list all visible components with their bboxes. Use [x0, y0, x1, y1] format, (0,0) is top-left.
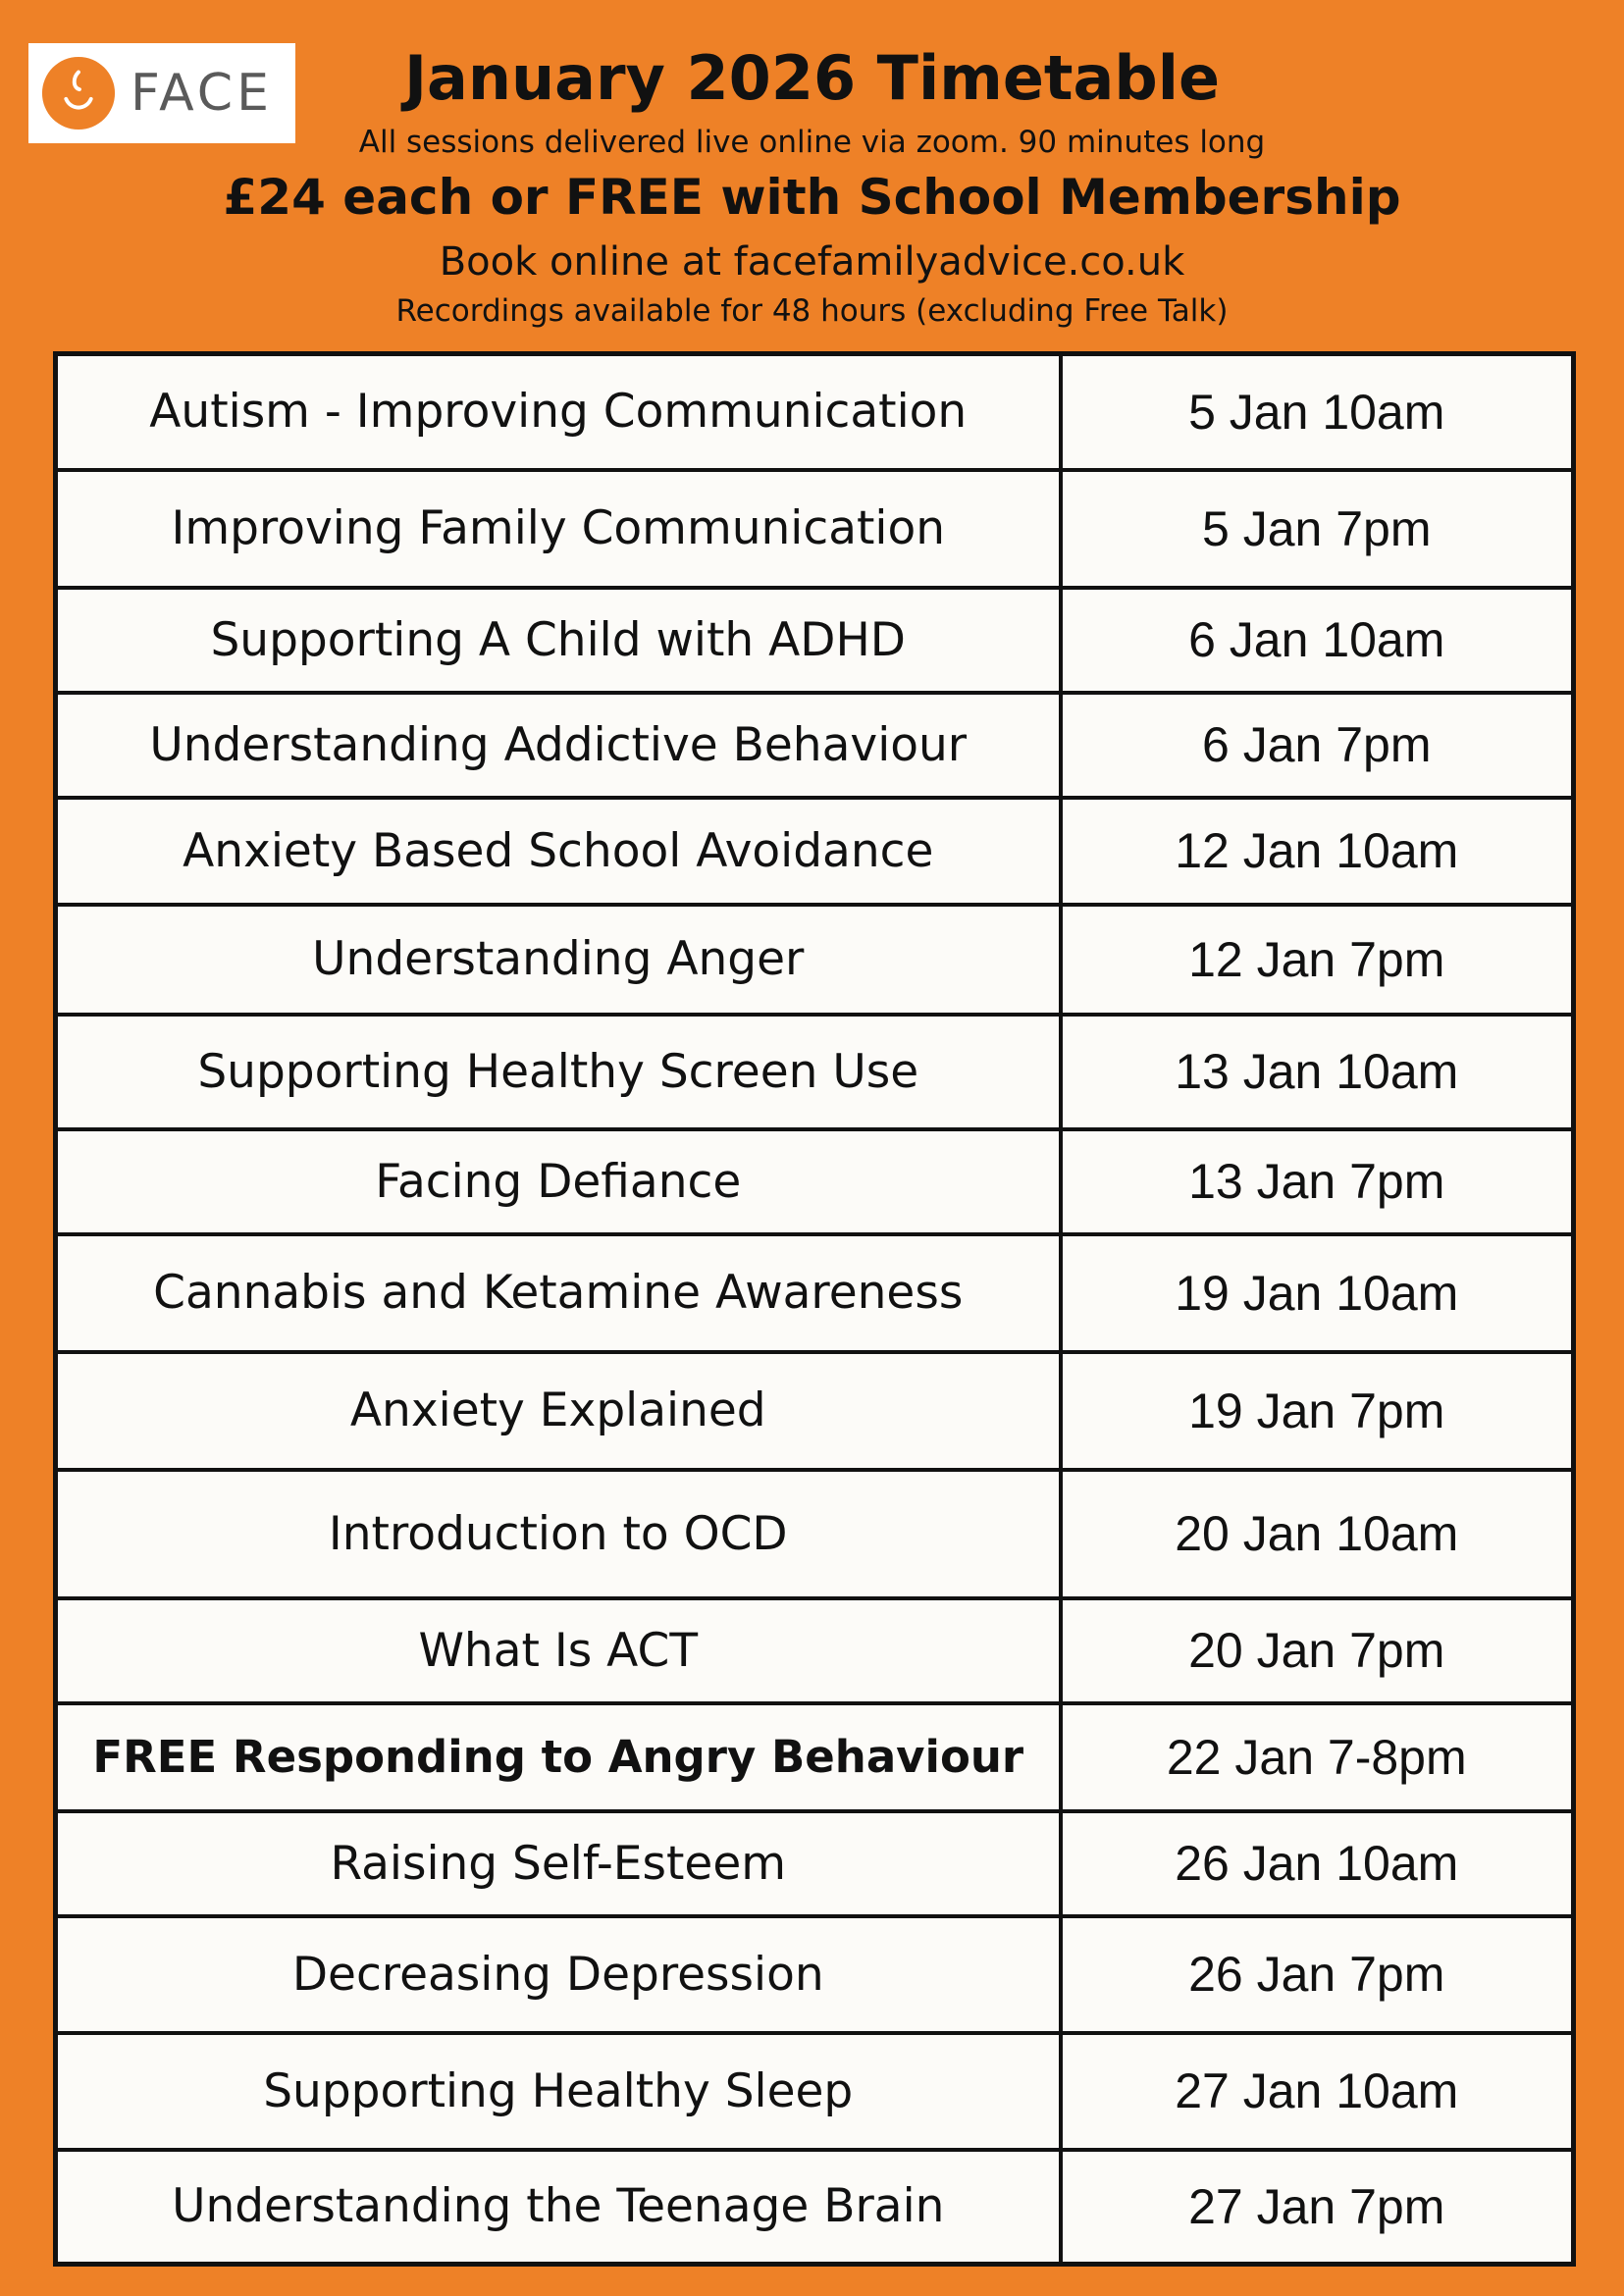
session-title: Supporting A Child with ADHD	[56, 588, 1061, 693]
table-row	[56, 1352, 1574, 1470]
session-date: 27 Jan 7pm	[1061, 2150, 1574, 2265]
session-title: FREE Responding to Angry Behaviour	[56, 1703, 1061, 1811]
session-title: Introduction to OCD	[56, 1470, 1061, 1598]
table-row	[56, 1598, 1574, 1703]
session-date: 20 Jan 10am	[1061, 1470, 1574, 1598]
session-title: Raising Self-Esteem	[56, 1811, 1061, 1916]
session-date: 5 Jan 10am	[1061, 354, 1574, 470]
table-row	[56, 588, 1574, 693]
table-row	[56, 1916, 1574, 2033]
session-title: Autism - Improving Communication	[56, 354, 1061, 470]
session-title: Understanding Addictive Behaviour	[56, 693, 1061, 798]
session-title: Improving Family Communication	[56, 470, 1061, 588]
session-date: 19 Jan 10am	[1061, 1234, 1574, 1352]
table-row	[56, 354, 1574, 470]
session-date: 26 Jan 10am	[1061, 1811, 1574, 1916]
logo-text: FACE	[131, 64, 273, 123]
session-date: 20 Jan 7pm	[1061, 1598, 1574, 1703]
table-row	[56, 2033, 1574, 2150]
table-row	[56, 470, 1574, 588]
session-title: Anxiety Explained	[56, 1352, 1061, 1470]
session-date: 5 Jan 7pm	[1061, 470, 1574, 588]
session-date: 12 Jan 7pm	[1061, 905, 1574, 1015]
session-info: All sessions delivered live online via zoom. 90 minutes long	[358, 125, 1266, 160]
session-title: Facing Defiance	[56, 1129, 1061, 1234]
page-title: January 2026 Timetable	[403, 42, 1221, 114]
session-date: 27 Jan 10am	[1061, 2033, 1574, 2150]
table-row	[56, 798, 1574, 905]
table-row	[56, 2150, 1574, 2265]
booking-link[interactable]: Book online at facefamilyadvice.co.uk	[439, 239, 1185, 285]
table-row	[56, 1234, 1574, 1352]
session-title: Decreasing Depression	[56, 1916, 1061, 2033]
session-title: Understanding the Teenage Brain	[56, 2150, 1061, 2265]
session-date: 26 Jan 7pm	[1061, 1916, 1574, 2033]
session-date: 19 Jan 7pm	[1061, 1352, 1574, 1470]
session-title: Cannabis and Ketamine Awareness	[56, 1234, 1061, 1352]
timetable	[53, 351, 1576, 2267]
table-row	[56, 693, 1574, 798]
table-row	[56, 1703, 1574, 1811]
session-date: 13 Jan 10am	[1061, 1015, 1574, 1129]
table-row	[56, 1015, 1574, 1129]
session-title: Anxiety Based School Avoidance	[56, 798, 1061, 905]
table-row	[56, 1811, 1574, 1916]
session-title: Supporting Healthy Sleep	[56, 2033, 1061, 2150]
session-date: 22 Jan 7-8pm	[1061, 1703, 1574, 1811]
table-row	[56, 1129, 1574, 1234]
session-date: 6 Jan 7pm	[1061, 693, 1574, 798]
session-title: Understanding Anger	[56, 905, 1061, 1015]
session-title: What Is ACT	[56, 1598, 1061, 1703]
price-info: £24 each or FREE with School Membership	[223, 169, 1401, 226]
recordings-note: Recordings available for 48 hours (excluding Free Talk)	[395, 293, 1229, 329]
session-date: 12 Jan 10am	[1061, 798, 1574, 905]
table-row	[56, 1470, 1574, 1598]
session-title: Supporting Healthy Screen Use	[56, 1015, 1061, 1129]
table-row	[56, 905, 1574, 1015]
session-date: 13 Jan 7pm	[1061, 1129, 1574, 1234]
session-date: 6 Jan 10am	[1061, 588, 1574, 693]
